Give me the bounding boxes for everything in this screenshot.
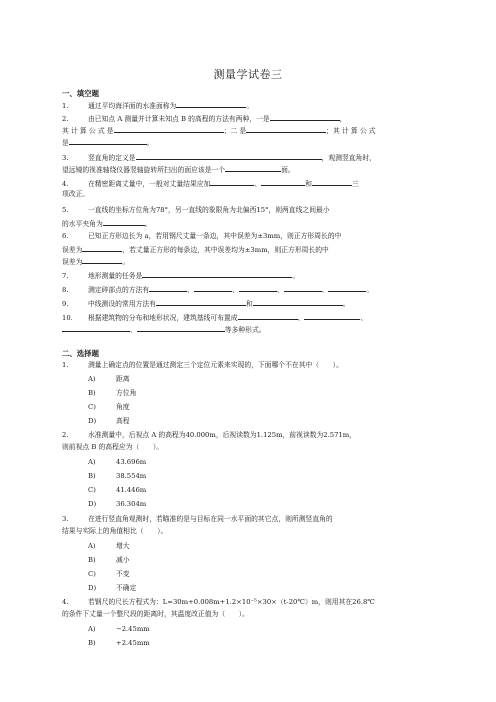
fill-question-7: 7. 地形测量的任务是 。 bbox=[62, 272, 300, 280]
question-text: 由已知点 A 测量并计算未知点 B 的高程的方法有两种，一是 bbox=[88, 115, 270, 123]
fill-question-3: 3. 竖直角的定义是 ，观测竖直角时， bbox=[62, 154, 376, 162]
fill-question-6-line-3: 误差为 。 bbox=[62, 258, 130, 266]
page-title: 测量学试卷三 bbox=[213, 68, 283, 81]
option-c[interactable]: C) 角度 bbox=[88, 403, 130, 411]
answer-blank[interactable] bbox=[253, 298, 343, 306]
question-text: 水准测量中，后视点 A 的高程为40.000m，后视读数为1.125m，前视读数为2.571m， bbox=[88, 431, 356, 439]
question-text: 竖直角的定义是 bbox=[88, 154, 136, 162]
fill-question-5-line-2: 的水平夹角为 。 bbox=[62, 220, 152, 228]
option-c[interactable]: C) 不变 bbox=[88, 570, 130, 578]
question-number: 6. bbox=[62, 232, 69, 240]
choice-question-2 bbox=[62, 431, 434, 440]
answer-blank[interactable] bbox=[225, 164, 281, 172]
question-text: 根据建筑物的分布和地形状况，建筑基线可布置成 bbox=[88, 314, 238, 322]
fill-question-4-line-2: 项改正。 bbox=[62, 190, 90, 198]
fill-question-2-line-2: 其 计 算 公 式 是 ；二 是 ；其 计 算 公 式 bbox=[62, 127, 376, 135]
choice-question-4 bbox=[62, 598, 434, 607]
option-d[interactable]: D) 不确定 bbox=[88, 584, 137, 592]
question-number: 8. bbox=[62, 286, 69, 294]
option-b[interactable]: B) +2.45mm bbox=[88, 639, 150, 647]
choice-question-4-line-2: 的条件下丈量一个整尺段的距离时，其温度改正值为（ ）。 bbox=[62, 610, 249, 618]
fill-question-2: 2. 由已知点 A 测量并计算未知点 B 的高程的方法有两种，一是 ， bbox=[62, 115, 347, 123]
answer-blank[interactable] bbox=[304, 312, 360, 320]
question-number: 4. bbox=[62, 598, 69, 606]
answer-blank[interactable] bbox=[246, 125, 326, 133]
choice-question-1 bbox=[62, 361, 434, 370]
answer-blank[interactable] bbox=[82, 244, 122, 252]
answer-blank[interactable] bbox=[194, 284, 232, 292]
fill-question-3-line-2: 望远镜的视准轴绕仪器竖轴旋转所扫出的面应该是一个 面。 bbox=[62, 166, 295, 174]
question-text: 一直线的坐标方位角为78°，另一直线的象限角为北偏西15°，则两直线之间最小 bbox=[88, 206, 330, 214]
question-text: 中线测设的常用方法有 bbox=[88, 300, 156, 308]
answer-blank[interactable] bbox=[114, 125, 224, 133]
fill-question-10: 10. 根据建筑物的分布和地形状况，建筑基线可布置成 、 、 bbox=[62, 314, 368, 322]
answer-blank[interactable] bbox=[261, 178, 305, 186]
option-b[interactable]: B) 方位角 bbox=[88, 389, 137, 397]
question-text: 在进行竖直角观测时，若瞄准的是与目标在同一水平面的其它点，则所测竖直角的 bbox=[88, 515, 333, 523]
answer-blank[interactable] bbox=[312, 178, 352, 186]
question-number: 4. bbox=[62, 180, 69, 188]
answer-blank[interactable] bbox=[149, 284, 187, 292]
question-text: 已知正方形边长为 a，若用钢尺丈量一条边，其中误差为±3mm，则正方形周长的中 bbox=[88, 232, 342, 240]
question-text: 在精密距离丈量中，一般对丈量结果应加 bbox=[88, 180, 211, 188]
question-number: 2. bbox=[62, 431, 69, 439]
question-number: 9. bbox=[62, 300, 69, 308]
answer-blank[interactable] bbox=[270, 113, 340, 121]
option-b[interactable]: B) 38.554m bbox=[88, 472, 147, 480]
answer-blank[interactable] bbox=[136, 152, 322, 160]
choice-question-3 bbox=[62, 515, 434, 524]
answer-blank[interactable] bbox=[142, 270, 292, 278]
question-number: 1. bbox=[62, 102, 69, 110]
section-fill-in: 一、填空题 bbox=[62, 89, 99, 98]
fill-question-9: 9. 中线测设的常用方法有 和 。 bbox=[62, 300, 350, 308]
question-number: 1. bbox=[62, 361, 69, 369]
fill-question-2-line-3: 是 。 bbox=[62, 139, 154, 147]
question-number: 7. bbox=[62, 272, 69, 280]
fill-question-5 bbox=[62, 206, 434, 215]
choice-question-2-line-2: 则前视点 B 的高程应为（ ）。 bbox=[62, 443, 164, 451]
question-text: 测量上确定点的位置是通过测定三个定位元素来实现的，下面哪个不在其中（ ）。 bbox=[88, 361, 343, 369]
option-a[interactable]: A) −2.45mm bbox=[88, 625, 150, 633]
option-a[interactable]: A) 增大 bbox=[88, 542, 130, 550]
question-number: 3. bbox=[62, 515, 69, 523]
question-number: 5. bbox=[62, 206, 69, 214]
question-number: 10. bbox=[62, 314, 73, 322]
answer-blank[interactable] bbox=[284, 284, 322, 292]
question-text: 通过平均海洋面的水准面称为 bbox=[88, 102, 177, 110]
question-number: 2. bbox=[62, 115, 69, 123]
section-multiple-choice: 二、选择题 bbox=[62, 349, 99, 358]
fill-question-8: 8. 测定碎部点的方法有 、 、 、 、 。 bbox=[62, 286, 374, 294]
answer-blank[interactable] bbox=[62, 324, 130, 332]
answer-blank[interactable] bbox=[238, 312, 298, 320]
answer-blank[interactable] bbox=[137, 324, 225, 332]
fill-question-6-line-2: 误差为 ，若丈量正方形的每条边，其中误差均为±3mm，则正方形周长的中 bbox=[62, 246, 329, 254]
fill-question-10-line-2: 、 等多种形式。 bbox=[62, 324, 434, 335]
answer-blank[interactable] bbox=[82, 256, 122, 264]
option-b[interactable]: B) 减小 bbox=[88, 556, 130, 564]
option-a[interactable]: A) 43.696m bbox=[88, 458, 147, 466]
answer-blank[interactable] bbox=[210, 178, 254, 186]
fill-question-6 bbox=[62, 232, 434, 241]
fill-question-1: 1. 通过平均海洋面的水准面称为 。 bbox=[62, 102, 254, 110]
answer-blank[interactable] bbox=[69, 137, 147, 145]
question-text: 测定碎部点的方法有 bbox=[88, 286, 150, 294]
answer-blank[interactable] bbox=[328, 284, 366, 292]
option-d[interactable]: D) 36.304m bbox=[88, 500, 147, 508]
answer-blank[interactable] bbox=[239, 284, 277, 292]
answer-blank[interactable] bbox=[176, 100, 246, 108]
choice-question-3-line-2: 结果与实际上的角值相比（ ）。 bbox=[62, 527, 168, 535]
fill-question-4: 4. 在精密距离丈量中，一般对丈量结果应加 、 和 三 bbox=[62, 180, 359, 188]
option-a[interactable]: A) 距离 bbox=[88, 375, 130, 383]
option-d[interactable]: D) 高程 bbox=[88, 417, 130, 425]
option-c[interactable]: C) 41.446m bbox=[88, 486, 147, 494]
question-number: 3. bbox=[62, 154, 69, 162]
question-text: 若钢尺的尺长方程式为：L=30m+0.008m+1.2×10⁻⁵×30×（t-20℃）m，则用其在26.8℃ bbox=[88, 598, 375, 606]
answer-blank[interactable] bbox=[156, 298, 246, 306]
question-text: 地形测量的任务是 bbox=[88, 272, 143, 280]
answer-blank[interactable] bbox=[103, 218, 145, 226]
